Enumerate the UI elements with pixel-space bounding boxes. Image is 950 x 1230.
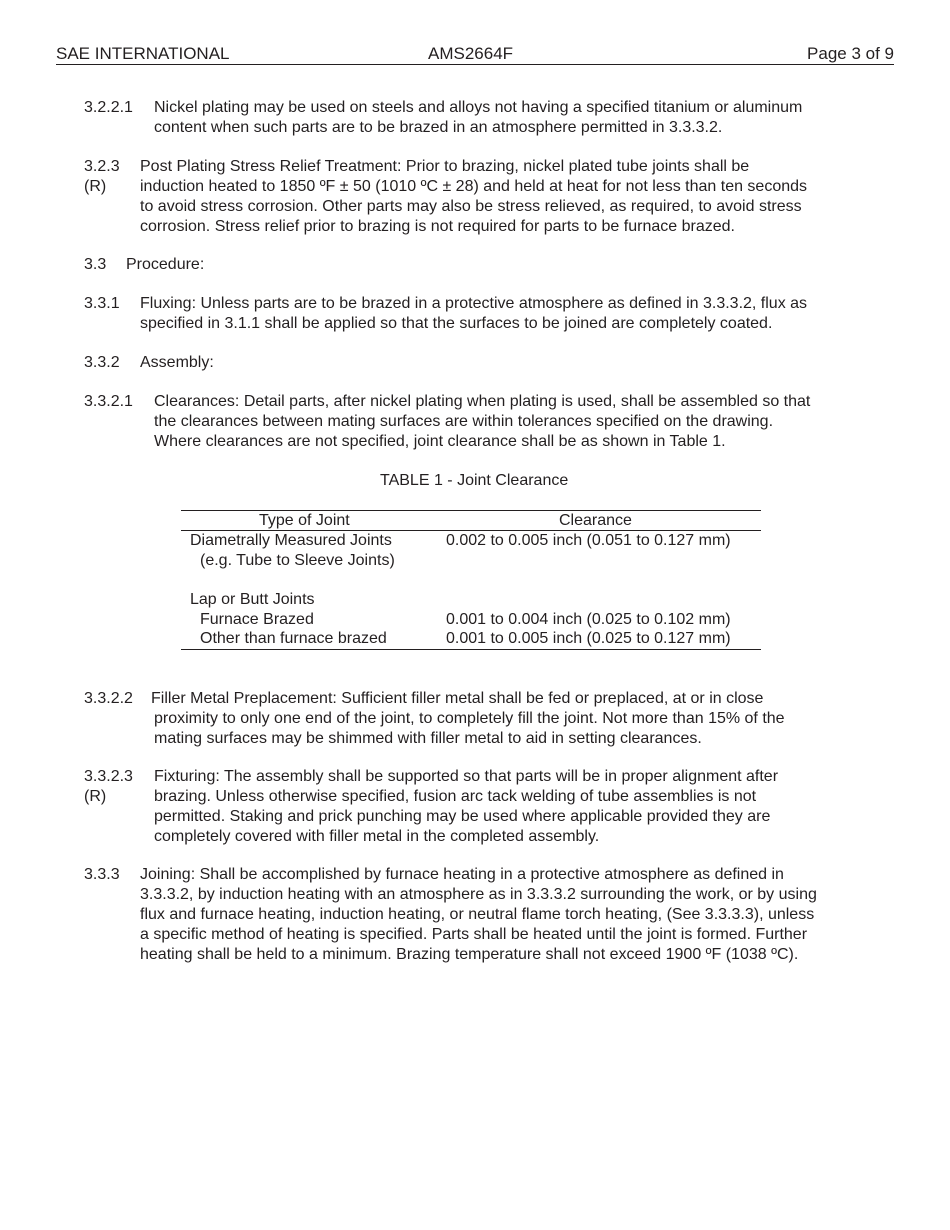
section-line: 3.3.3.2, by induction heating with an atmosphere as in 3.3.3.2 surrounding the work, or by using (140, 886, 817, 903)
section-3-3-1 (84, 294, 807, 334)
section-line: Assembly: (140, 354, 214, 371)
section-line: specified in 3.1.1 shall be applied so that the surfaces to be joined are completely coated. (140, 315, 773, 332)
joint-clearance-table (181, 510, 761, 651)
section-line: induction heated to 1850 ºF ± 50 (1010 ºC ± 28) and held at heat for not less than ten seconds (140, 178, 808, 195)
section-line: a specific method of heating is specified. Parts shall be heated until the joint is formed. Further (140, 926, 808, 943)
section-line: to avoid stress corrosion. Other parts may also be stress relieved, as required, to avoid stress (140, 198, 802, 215)
section-line: the clearances between mating surfaces are within tolerances specified on the drawing. (154, 413, 774, 430)
section-line: heating shall be held to a minimum. Brazing temperature shall not exceed 1900 ºF (1038 ºC). (140, 946, 799, 963)
table-cell-joint: Other than furnace brazed (200, 630, 387, 647)
column-header-clearance: Clearance (559, 512, 632, 529)
table-cell-clearance: 0.002 to 0.005 inch (0.051 to 0.127 mm) (446, 532, 731, 549)
section-line: permitted. Staking and prick punching may be used where applicable provided they are (154, 808, 771, 825)
section-number: 3.3.2 (84, 354, 120, 371)
table-cell-joint: (e.g. Tube to Sleeve Joints) (200, 552, 395, 569)
section-3-2-3 (84, 157, 807, 237)
section-number: 3.3.2.3 (84, 768, 133, 785)
section-line: Filler Metal Preplacement: Sufficient filler metal shall be fed or preplaced, at or in close (151, 690, 764, 707)
table-cell-joint: Lap or Butt Joints (190, 591, 315, 608)
section-line: proximity to only one end of the joint, to completely fill the joint. Not more than 15% of the (154, 710, 785, 727)
section-line: mating surfaces may be shimmed with filler metal to aid in setting clearances. (154, 730, 702, 747)
section-number: 3.3.2.2 (84, 690, 133, 707)
table-cell-clearance: 0.001 to 0.004 inch (0.025 to 0.102 mm) (446, 611, 731, 628)
page-header (56, 44, 894, 65)
section-3-3 (84, 255, 204, 275)
section-line: Post Plating Stress Relief Treatment: Prior to brazing, nickel plated tube joints shall be (140, 158, 750, 175)
section-3-3-3 (84, 865, 817, 965)
section-3-3-2-3 (84, 767, 778, 847)
header-document-id: AMS2664F (428, 44, 514, 63)
section-number: 3.3.1 (84, 295, 120, 312)
table-cell-joint: Diametrally Measured Joints (190, 532, 392, 549)
section-line: Nickel plating may be used on steels and alloys not having a specified titanium or aluminum (154, 99, 803, 116)
section-line: brazing. Unless otherwise specified, fusion arc tack welding of tube assemblies is not (154, 788, 757, 805)
header-page-number: Page 3 of 9 (807, 44, 894, 63)
section-line: Joining: Shall be accomplished by furnace heating in a protective atmosphere as defined in (140, 866, 784, 883)
section-line: Where clearances are not specified, joint clearance shall be as shown in Table 1. (154, 433, 726, 450)
section-line: completely covered with filler metal in the completed assembly. (154, 828, 600, 845)
section-number: 3.2.2.1 (84, 99, 133, 116)
table-cell-joint: Furnace Brazed (200, 611, 314, 628)
section-line: flux and furnace heating, induction heating, or neutral flame torch heating, (See 3.3.3.3), unless (140, 906, 815, 923)
section-line: content when such parts are to be brazed in an atmosphere permitted in 3.3.3.2. (154, 119, 723, 136)
table-bottom-rule (181, 649, 761, 650)
header-publisher: SAE INTERNATIONAL (56, 44, 230, 63)
section-3-3-2-2 (84, 689, 785, 749)
section-number: 3.2.3 (84, 158, 120, 175)
section-line: Fixturing: The assembly shall be supported so that parts will be in proper alignment after (154, 768, 779, 785)
section-line: Procedure: (126, 256, 205, 273)
section-number: 3.3.2.1 (84, 393, 133, 410)
table-cell-clearance: 0.001 to 0.005 inch (0.025 to 0.127 mm) (446, 630, 731, 647)
section-line: corrosion. Stress relief prior to brazing is not required for parts to be furnace brazed. (140, 218, 735, 235)
revision-marker: (R) (84, 788, 107, 805)
section-number: 3.3.3 (84, 866, 120, 883)
table-title: TABLE 1 - Joint Clearance (380, 472, 569, 489)
section-3-3-2-1 (84, 392, 810, 452)
section-number: 3.3 (84, 256, 107, 273)
section-line: Fluxing: Unless parts are to be brazed in a protective atmosphere as defined in 3.3.3.2, flux as (140, 295, 808, 312)
section-line: Clearances: Detail parts, after nickel plating when plating is used, shall be assembled so that (154, 393, 811, 410)
section-3-2-2-1 (84, 98, 802, 138)
revision-marker: (R) (84, 178, 107, 195)
section-3-3-2 (84, 353, 214, 373)
column-header-joint: Type of Joint (259, 512, 350, 529)
